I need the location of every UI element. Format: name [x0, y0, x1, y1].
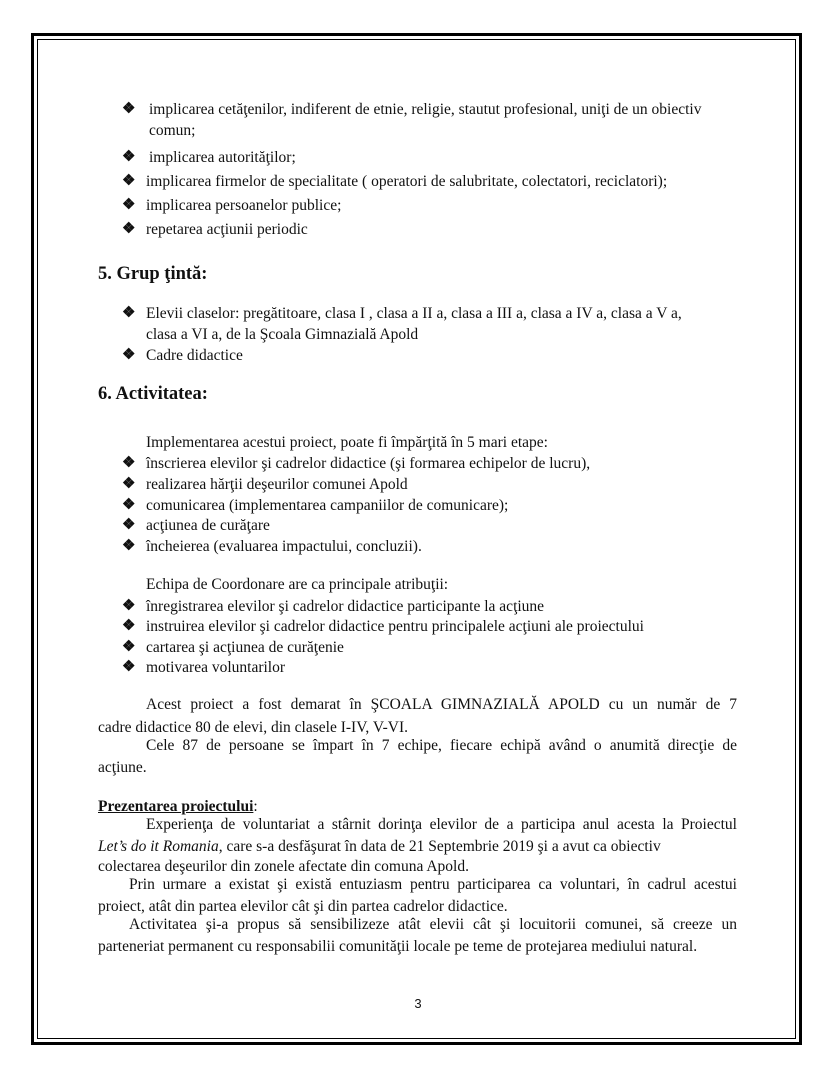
- paragraph-line: proiect, atât din partea elevilor cât şi din partea cadrelor didactice.: [98, 898, 508, 915]
- paragraph-line: colectarea deşeurilor din zonele afectate din comuna Apold.: [98, 858, 469, 875]
- list-item-text: instruirea elevilor şi cadrelor didactice pentru principalele acţiuni ale proiectului: [146, 618, 644, 635]
- diamond-bullet-icon: ❖: [122, 618, 136, 634]
- section-heading: 5. Grup ţintă:: [98, 264, 208, 284]
- italic-project-name: Let’s do it Romania: [98, 838, 219, 855]
- diamond-bullet-icon: ❖: [122, 497, 136, 513]
- diamond-bullet-icon: ❖: [122, 101, 136, 117]
- diamond-bullet-icon: ❖: [122, 517, 136, 533]
- paragraph-line: cadre didactice 80 de elevi, din clasele I-IV, V-VI.: [98, 719, 409, 736]
- list-item-text: comun;: [149, 122, 196, 139]
- paragraph-line: [98, 836, 661, 857]
- paragraph-line: acţiune.: [98, 759, 147, 776]
- paragraph-line: Echipa de Coordonare are ca principale atribuţii:: [146, 576, 449, 593]
- diamond-bullet-icon: ❖: [122, 476, 136, 492]
- list-item-text: realizarea hărţii deşeurilor comunei Apold: [146, 476, 408, 493]
- diamond-bullet-icon: ❖: [122, 659, 136, 675]
- diamond-bullet-icon: ❖: [122, 221, 136, 237]
- paragraph-line: Implementarea acestui proiect, poate fi împărţită în 5 mari etape:: [146, 434, 548, 451]
- list-item-text: repetarea acţiunii periodic: [146, 221, 308, 238]
- section-heading: 6. Activitatea:: [98, 384, 208, 404]
- list-item-text: Elevii claselor: pregătitoare, clasa I , clasa a II a, clasa a III a, clasa a IV a, clasa a V a,: [146, 305, 682, 322]
- diamond-bullet-icon: ❖: [122, 598, 136, 614]
- diamond-bullet-icon: ❖: [122, 149, 136, 165]
- subheading-colon: :: [253, 798, 258, 815]
- list-item-text: încheierea (evaluarea impactului, concluzii).: [146, 538, 422, 555]
- diamond-bullet-icon: ❖: [122, 347, 136, 363]
- diamond-bullet-icon: ❖: [122, 305, 136, 321]
- list-item-text: cartarea şi acţiunea de curăţenie: [146, 639, 344, 656]
- list-item-text: implicarea persoanelor publice;: [146, 197, 342, 214]
- paragraph-line: Experienţa de voluntariat a stârnit dorinţa elevilor de a participa anul acesta la Proiectul: [146, 816, 737, 833]
- list-item-text: înscrierea elevilor şi cadrelor didactice (şi formarea echipelor de lucru),: [146, 455, 591, 472]
- paragraph-line: Activitatea şi-a propus să sensibilizeze atât elevii cât şi locuitorii comunei, să creeze un: [129, 916, 737, 933]
- paragraph-line: Acest proiect a fost demarat în ŞCOALA GIMNAZIALĂ APOLD cu un număr de 7: [146, 696, 737, 713]
- subheading: [98, 796, 258, 817]
- paragraph-line: Cele 87 de persoane se împart în 7 echipe, fiecare echipă având o anumită direcţie de: [146, 737, 737, 754]
- list-item-text: clasa a VI a, de la Şcoala Gimnazială Apold: [146, 326, 419, 343]
- subheading-text: Prezentarea proiectului: [98, 798, 254, 815]
- list-item-text: înregistrarea elevilor şi cadrelor didactice participante la acţiune: [146, 598, 545, 615]
- diamond-bullet-icon: ❖: [122, 455, 136, 471]
- page-number: 3: [414, 996, 422, 1011]
- diamond-bullet-icon: ❖: [122, 538, 136, 554]
- diamond-bullet-icon: ❖: [122, 173, 136, 189]
- list-item-text: implicarea firmelor de specialitate ( operatori de salubritate, colectatori, reciclatori);: [146, 173, 668, 190]
- diamond-bullet-icon: ❖: [122, 639, 136, 655]
- diamond-bullet-icon: ❖: [122, 197, 136, 213]
- list-item-text: implicarea cetăţenilor, indiferent de etnie, religie, stautut profesional, uniţi de un obiectiv: [149, 101, 702, 118]
- paragraph-line: parteneriat permanent cu responsabilii comunităţii locale pe teme de protejarea mediului natural.: [98, 938, 698, 955]
- list-item-text: motivarea voluntarilor: [146, 659, 286, 676]
- list-item-text: implicarea autorităţilor;: [149, 149, 296, 166]
- list-item-text: comunicarea (implementarea campaniilor de comunicare);: [146, 497, 509, 514]
- paragraph-text: , care s-a desfăşurat în data de 21 Septembrie 2019 şi a avut ca obiectiv: [218, 838, 661, 855]
- list-item-text: acţiunea de curăţare: [146, 517, 270, 534]
- list-item-text: Cadre didactice: [146, 347, 243, 364]
- paragraph-line: Prin urmare a existat şi există entuziasm pentru participarea ca voluntari, în cadrul acestui: [129, 876, 737, 893]
